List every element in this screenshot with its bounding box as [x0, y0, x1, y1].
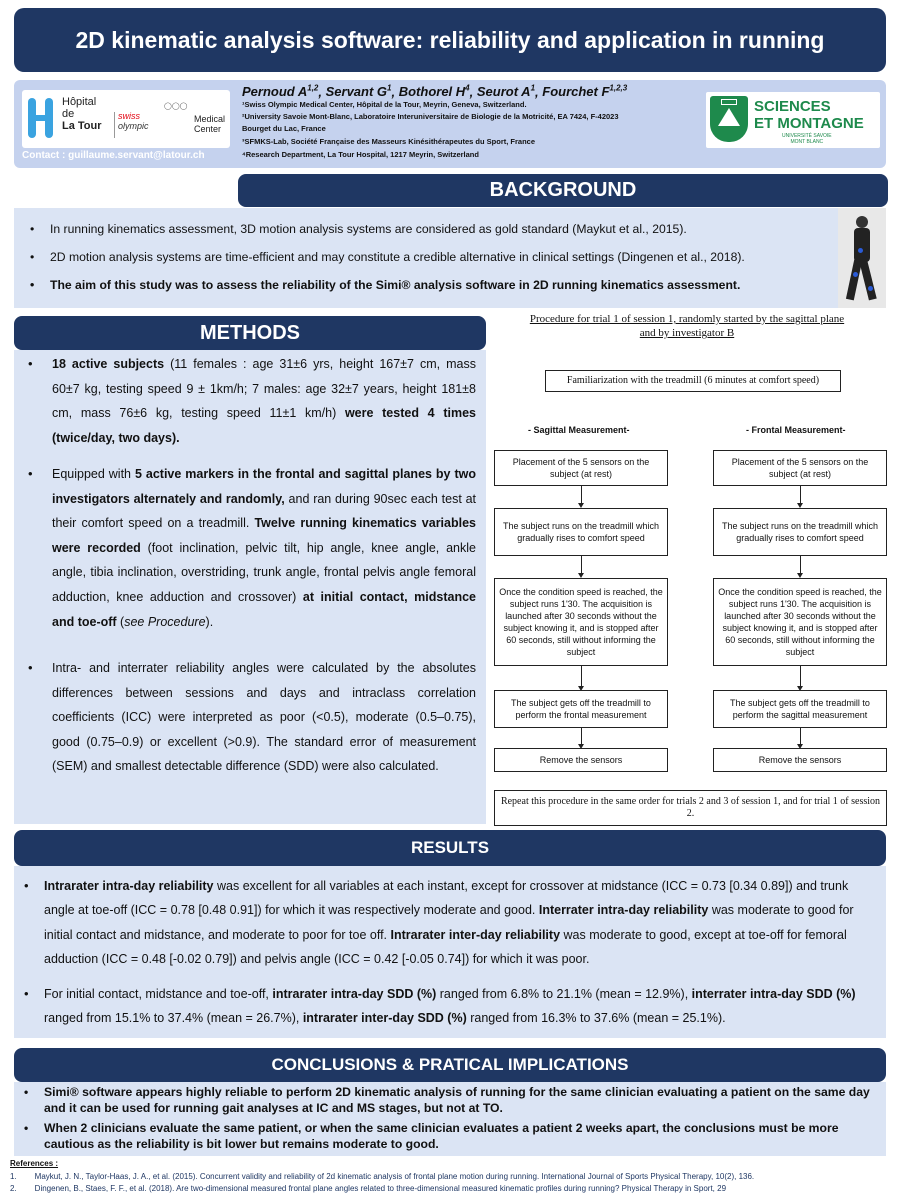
author-name: Servant $G^1$	[325, 84, 392, 100]
medical-logo-word: Medical	[194, 114, 226, 124]
author-affiliation-marker: 1,2,3	[609, 84, 628, 93]
familiarization-box: Familiarization with the treadmill (6 minutes at comfort speed)	[545, 370, 841, 392]
frontal-step-2: The subject runs on the treadmill which gradually rises to comfort speed	[713, 508, 887, 556]
author-affiliation-marker: 1,2	[307, 84, 319, 93]
frontal-step-3: Once the condition speed is reached, the subject runs 1'30. The acquisition is launched after 30 seconds without the subject knowing it, and is stopped after 60 seconds, still without informing the subject	[713, 578, 887, 666]
author-name: Bothorel $H^4$	[398, 84, 470, 100]
affiliation-4: ⁴Research Department, La Tour Hospital, 1217 Meyrin, Switzerland	[242, 150, 479, 159]
background-bullet-2: • 2D motion analysis systems are time-efficient and may constitute a credible alternative in clinical settings (Dingenen et al., 2018).	[30, 250, 745, 264]
sagittal-step-1: Placement of the 5 sensors on the subject (at rest)	[494, 450, 668, 486]
methods-bullet-3: Intra- and interrater reliability angles were calculated by the absolutes differences between sessions and days and intraclass correlation coefficients (ICC) were interpreted as poor (<0.5), moderate (0.5–0.75), good (0.75–0.9) or excellent (>0.9). The standard error of measurement (SEM) and smallest detectable difference (SDD) were also calculated.	[52, 661, 476, 774]
author-affiliation-marker: 4	[465, 84, 470, 93]
background-heading: BACKGROUND	[238, 174, 888, 207]
reference-1: 1. Maykut, J. N., Taylor-Haas, J. A., et al. (2015). Concurrent validity and reliability of 2d kinematic analysis of frontal plane motion during running. International Journal of Sports Physical Therapy, 10(2), 136.	[10, 1172, 755, 1181]
arrow-icon	[581, 556, 582, 573]
conclusion-bullet-2: When 2 clinicians evaluate the same patient, or when the same clinician evaluates a patient 2 weeks apart, the conclusions must be more cautious as the reliability is bit lower but remains moderate to good.	[44, 1121, 839, 1151]
runner-photo	[838, 208, 886, 308]
conclusion-bullet-1: Simi® software appears highly reliable to perform 2D kinematic analysis of running for the same clinician evaluating a patient on the same day and it can be used for running gait analyses at IC and MS stages, but not at TO.	[44, 1085, 870, 1115]
methods-bullet-1: 18 active subjects (11 females : age 31±6 yrs, height 167±7 cm, mass 60±7 kg, testing speed 9 ± 1km/h; 7 males: age 32±7 years, height 181±8 cm, mass 76±6 kg, testing speed 11±1 km/h) were tested 4 times (twice/day, two days).	[52, 357, 477, 445]
affiliation-1: ¹Swiss Olympic Medical Center, Hôpital de la Tour, Meyrin, Geneva, Switzerland.	[242, 100, 527, 109]
affiliation-2-cont: Bourget du Lac, France	[242, 124, 326, 133]
sciences-logo-line1: SCIENCES	[754, 98, 831, 115]
author-list: Pernoud A$^{1,2}$, Servant $G^1$, Bothorel $H^4$, Seurot $A^1$, Fourchet F$^{1,2,3}$	[242, 84, 628, 100]
sciences-logo-line4: MONT BLANC	[790, 139, 824, 145]
frontal-heading: - Frontal Measurement-	[746, 425, 846, 435]
arrow-icon	[800, 728, 801, 744]
frontal-step-4: The subject gets off the treadmill to perform the sagittal measurement	[713, 690, 887, 728]
results-bullet-1: Intrarater intra-day reliability was excellent for all variables at each instant, except for crossover at midstance (ICC = 0.73 [0.34 0.89]) and trunk angle at toe-off (ICC = 0.78 [0.48 0.91]) for which it was respectively moderate and good. Interrater intra-day reliability was moderate to good for initial contact and midstance, and moderate to poor for toe off. Intrarater inter-day reliability was moderate to good, except at toe-off for femoral adduction (ICC = 0.48 [-0.02 0.79]) and pelvis angle (ICC = 0.42 [-0.05 0.74]) for which it was poor.	[44, 879, 854, 967]
author-affiliation-marker: 1	[387, 84, 392, 93]
hospital-logo	[22, 90, 230, 148]
reference-2: 2. Dingenen, B., Staes, F. F., et al. (2018). Are two-dimensional measured frontal plane angles related to three-dimensional measured kinematic profiles during running? Physical Therapy in Sport, 29	[10, 1184, 727, 1193]
affiliation-3: ³SFMKS-Lab, Société Française des Masseurs Kinésithérapeutes du Sport, France	[242, 137, 536, 146]
results-heading: RESULTS	[14, 830, 886, 866]
sagittal-step-2: The subject runs on the treadmill which gradually rises to comfort speed	[494, 508, 668, 556]
olympic-logo-word: olympic	[118, 121, 149, 131]
arrow-icon	[581, 728, 582, 744]
background-bullet-1: • In running kinematics assessment, 3D motion analysis systems are considered as gold standard (Maykut et al., 2015).	[30, 222, 687, 236]
contact-email: Contact : guillaume.servant@latour.ch	[22, 150, 205, 161]
hospital-h-icon	[28, 98, 54, 138]
methods-bullet-2: Equipped with 5 active markers in the frontal and sagittal planes by two investigators alternately and randomly, and ran during 90sec each test at their comfort speed on a treadmill. Twelve running kinematics variables were recorded (foot inclination, pelvic tilt, hip angle, knee angle, ankle angle, tibia inclination, overstriding, trunk angle, frontal pelvis angle femoral adduction, knee adduction and crossover) at initial contact, midstance and toe-off (see Procedure).	[52, 467, 477, 629]
sagittal-step-5: Remove the sensors	[494, 748, 668, 772]
references-label: References :	[10, 1159, 59, 1168]
author-name: Fourchet F$^{1,2,3}$	[542, 84, 628, 100]
sagittal-step-3: Once the condition speed is reached, the subject runs 1'30. The acquisition is launched after 30 seconds without the subject knowing it, and is stopped after 60 seconds, still without informing the subject	[494, 578, 668, 666]
frontal-step-1: Placement of the 5 sensors on the subject (at rest)	[713, 450, 887, 486]
mountain-shield-icon	[710, 96, 748, 142]
frontal-step-5: Remove the sensors	[713, 748, 887, 772]
author-affiliation-marker: 1	[530, 84, 536, 93]
poster-title: 2D kinematic analysis software: reliability and application in running	[14, 8, 886, 72]
hospital-logo-line2: de	[62, 108, 75, 120]
conclusions-heading: CONCLUSIONS & PRATICAL IMPLICATIONS	[14, 1048, 886, 1082]
sagittal-step-4: The subject gets off the treadmill to perform the frontal measurement	[494, 690, 668, 728]
arrow-icon	[800, 556, 801, 573]
author-name: Pernoud A$^{1,2}$	[242, 84, 319, 100]
arrow-icon	[581, 666, 582, 686]
methods-heading: METHODS	[14, 316, 486, 350]
swiss-logo-word: swiss	[118, 111, 140, 121]
sagittal-heading: - Sagittal Measurement-	[528, 425, 630, 435]
sciences-logo-line2: ET MONTAGNE	[754, 115, 864, 132]
repeat-note-box: Repeat this procedure in the same order for trials 2 and 3 of session 1, and for trial 1 of session 2.	[494, 790, 887, 826]
arrow-icon	[800, 666, 801, 686]
procedure-title: Procedure for trial 1 of session 1, randomly started by the sagittal plane and by investigator B	[529, 313, 845, 339]
hospital-logo-line1: Hôpital	[62, 96, 97, 108]
center-logo-word: Center	[194, 124, 222, 134]
affiliation-2: ²University Savoie Mont-Blanc, Laboratoire Interuniversitaire de Biologie de la Motricité, EA 7424, F-42023	[242, 112, 619, 121]
arrow-icon	[800, 486, 801, 503]
sciences-montagne-logo	[706, 92, 880, 148]
hospital-logo-line3: La Tour	[62, 120, 102, 132]
author-name: Seurot $A^1$	[476, 84, 536, 100]
results-bullet-2: For initial contact, midstance and toe-off, intrarater intra-day SDD (%) ranged from 6.8% to 21.1% (mean = 12.9%), interrater intra-day SDD (%) ranged from 15.1% to 37.4% (mean = 26.7%), intrarater inter-day SDD (%) ranged from 16.3% to 37.6% (mean = 25.1%).	[44, 987, 856, 1026]
sciences-logo-line3: UNIVERSITÉ SAVOIE	[782, 133, 832, 139]
olympic-rings-icon: ◯◯◯	[164, 103, 188, 110]
arrow-icon	[581, 486, 582, 503]
background-bullet-3: • The aim of this study was to assess the reliability of the Simi® analysis software in 2D running kinematics assessment.	[30, 278, 741, 292]
